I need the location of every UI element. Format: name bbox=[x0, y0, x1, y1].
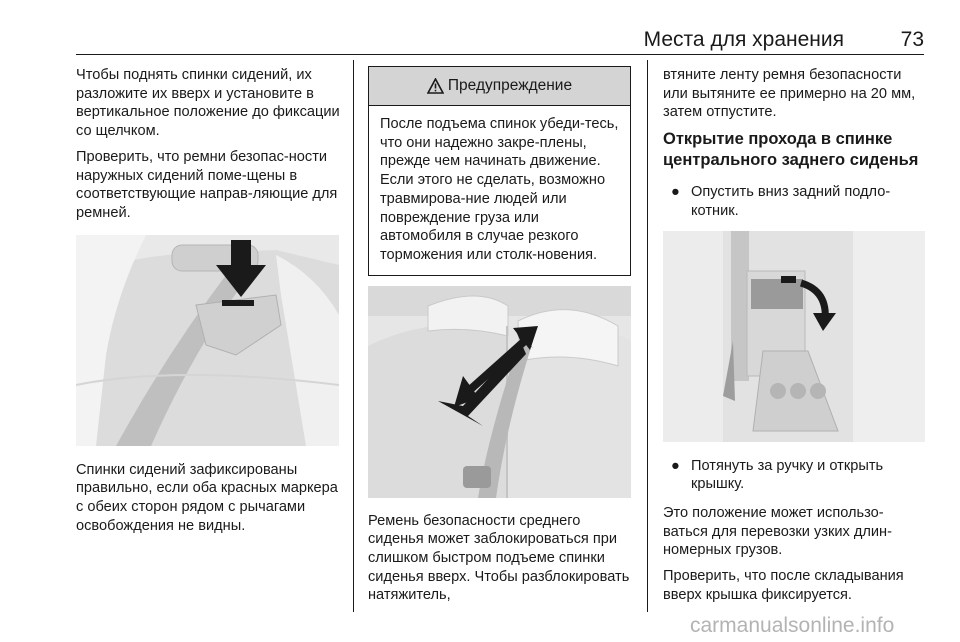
paragraph-retract-belt: втяните ленту ремня безопасности или вытяните ее примерно на 20 мм, затем отпустите. bbox=[663, 67, 916, 121]
column-divider-2 bbox=[647, 60, 648, 612]
column-divider-1 bbox=[353, 60, 354, 612]
paragraph-long-cargo: Это положение может использо-ваться для перевозки узких длин-номерных грузов. bbox=[663, 504, 892, 559]
warning-triangle-icon bbox=[427, 78, 444, 94]
warning-box bbox=[368, 66, 631, 276]
watermark: carmanualsonline.info bbox=[690, 614, 895, 637]
warning-body bbox=[369, 106, 630, 275]
bullet-text: Опустить вниз задний подло-котник. bbox=[691, 184, 891, 219]
center-belt-photo bbox=[368, 286, 631, 498]
passthrough-illustration bbox=[663, 231, 925, 442]
bullet-item-handle bbox=[663, 457, 925, 494]
column-2 bbox=[368, 66, 631, 612]
warning-text: После подъема спинок убеди-тесь, что они надежно закре-плены, прежде чем начинать движение. Если этого не сделать, возможно травмирова-ние людей или повреждение груза или автомобиля в случае резкого торможения или столк-новения. bbox=[380, 116, 619, 263]
paragraph-raise-seatbacks: Чтобы поднять спинки сидений, их разложите их вверх и установите в вертикальное положение до фиксации со щелчком. bbox=[76, 67, 340, 140]
page-number: 73 bbox=[900, 28, 924, 51]
warning-header bbox=[369, 67, 630, 106]
seatback-release-illustration bbox=[76, 235, 339, 446]
center-belt-illustration bbox=[368, 286, 631, 498]
bullet-dot-icon: ● bbox=[671, 184, 680, 201]
paragraph-check-belts: Проверить, что ремни безопас-ности наружных сидений поме-щены в соответствующие направ-ляющие для ремней. bbox=[76, 148, 338, 221]
section-heading: Открытие прохода в спинке центрального заднего сиденья bbox=[663, 130, 919, 170]
column-3 bbox=[663, 66, 925, 611]
paragraph-locked-correctly: Спинки сидений зафиксированы правильно, если оба красных маркера с обеих сторон рядом с рычагами освобождения не видны. bbox=[76, 461, 338, 534]
bullet-item-armrest bbox=[663, 183, 925, 220]
header-rule bbox=[76, 54, 924, 55]
paragraph-center-belt: Ремень безопасности среднего сиденья может заблокироваться при слишком быстром подъеме спинки сиденья вверх. Чтобы разблокировать натяжитель, bbox=[368, 512, 630, 604]
column-1 bbox=[76, 66, 340, 542]
page-title: Места для хранения bbox=[643, 28, 844, 51]
passthrough-photo bbox=[663, 231, 925, 442]
bullet-dot-icon: ● bbox=[671, 457, 680, 474]
seatback-release-photo bbox=[76, 235, 339, 446]
page-header bbox=[76, 26, 924, 54]
paragraph-check-cover: Проверить, что после складывания вверх крышка фиксируется. bbox=[663, 568, 904, 603]
warning-title: Предупреждение bbox=[447, 77, 573, 94]
bullet-text: Потянуть за ручку и открыть крышку. bbox=[691, 457, 884, 493]
